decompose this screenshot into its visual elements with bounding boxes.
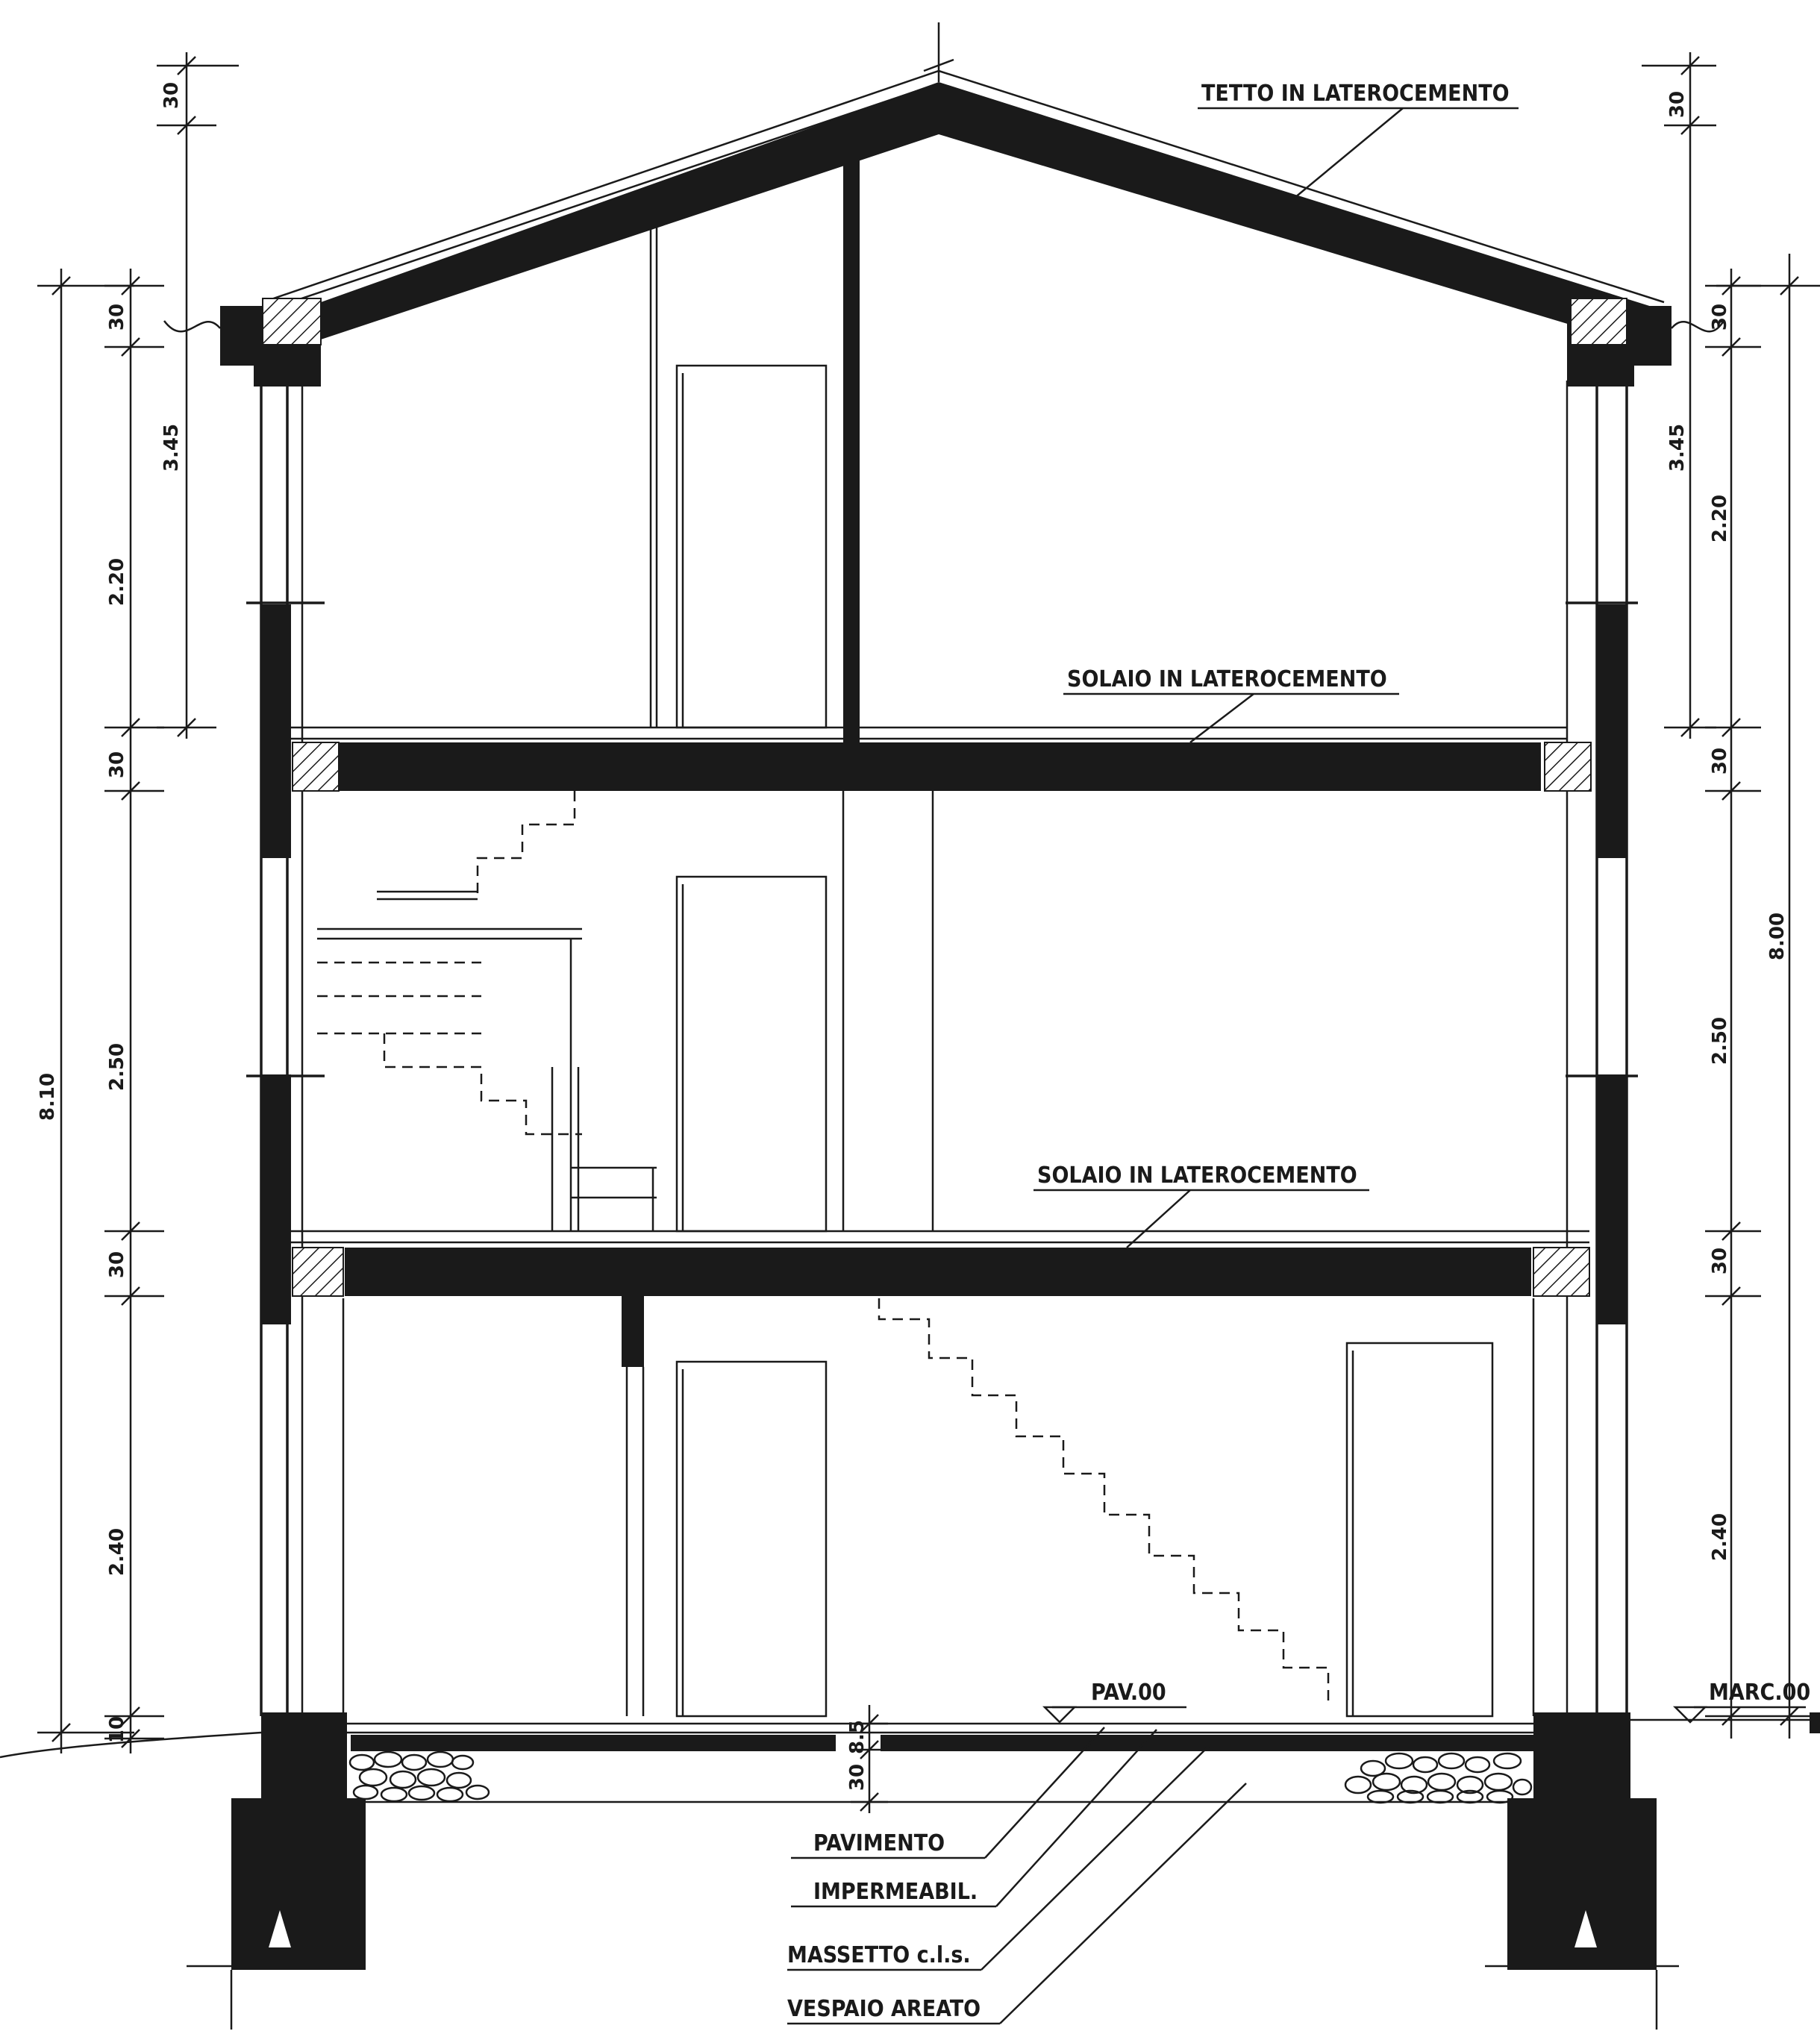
king-post (843, 157, 860, 746)
slab-upper-label-text: SOLAIO IN LATEROCEMENTO (1067, 666, 1387, 692)
upper-slab (291, 728, 1591, 791)
left-dimension-lines (37, 52, 239, 1753)
dim-right-first-floor: 2.50 (1709, 1016, 1731, 1066)
roof (164, 22, 1724, 387)
dim-right-eave: 30 (1709, 303, 1731, 331)
dim-left-first-floor: 2.50 (106, 1042, 128, 1092)
dim-left-base: 10 (106, 1715, 128, 1744)
dim-left-attic: 3.45 (160, 423, 183, 472)
dim-left-upper-window: 2.20 (106, 557, 128, 607)
dim-right-attic: 3.45 (1666, 423, 1689, 472)
lower-slab (291, 1231, 1589, 1367)
doors (627, 366, 1492, 1716)
dim-right-total: 8.00 (1766, 912, 1789, 961)
layer-pavimento: PAVIMENTO (813, 1830, 945, 1856)
dim-left-eave-top: 30 (160, 81, 183, 110)
right-dimension-texts (1666, 91, 1789, 1561)
dim-left-slab-1: 30 (106, 751, 128, 779)
layer-massetto: MASSETTO c.l.s. (787, 1942, 971, 1968)
dim-left-ground-floor: 2.40 (106, 1527, 128, 1577)
slab-lower-label (1033, 1163, 1369, 1248)
dim-right-eave-top: 30 (1666, 90, 1689, 119)
dim-left-slab-0: 30 (106, 1251, 128, 1279)
left-dimension-texts (37, 82, 183, 1743)
ground-level-text: MARC.00 (1709, 1680, 1811, 1706)
dim-left-eave: 30 (106, 303, 128, 331)
dim-left-total: 8.10 (37, 1072, 59, 1121)
floor-level-text: PAV.00 (1091, 1680, 1166, 1706)
lower-stair (879, 1298, 1328, 1705)
slab-lower-label-text: SOLAIO IN LATEROCEMENTO (1037, 1163, 1357, 1189)
dim-right-slab-1: 30 (1709, 747, 1731, 775)
dim-right-ground-floor: 2.40 (1709, 1512, 1731, 1562)
dim-right-slab-0: 30 (1709, 1247, 1731, 1275)
dim-right-upper-window: 2.20 (1709, 494, 1731, 543)
slab-upper-label (1063, 666, 1399, 742)
upper-stair (317, 791, 657, 1231)
center-dimensions (846, 1705, 888, 1813)
right-wall (1533, 381, 1638, 1716)
left-wall (246, 381, 343, 1716)
floor-level-marker (1045, 1680, 1186, 1722)
layer-impermeabil: IMPERMEABIL. (813, 1879, 978, 1905)
dim-floor-build-up: 8.5 (846, 1719, 869, 1755)
layer-vespaio: VESPAIO AREATO (787, 1996, 981, 2022)
dim-vespaio: 30 (846, 1763, 869, 1792)
roof-label-text: TETTO IN LATEROCEMENTO (1201, 81, 1510, 107)
foundation (0, 1712, 1820, 2030)
